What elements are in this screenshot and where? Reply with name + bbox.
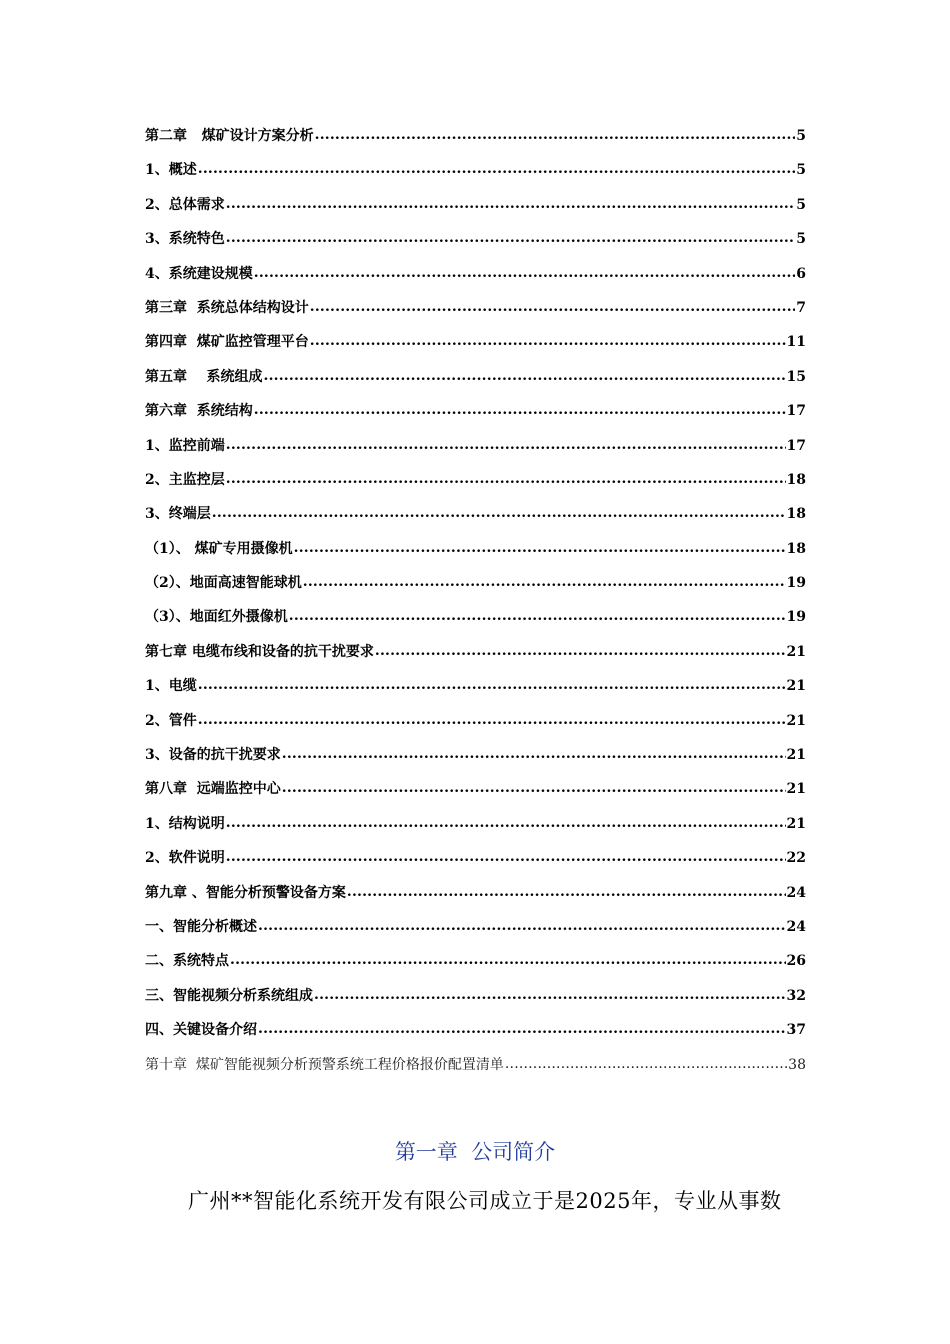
toc-entry-page: 21 <box>786 643 806 660</box>
toc-dot-leader <box>310 331 786 351</box>
toc-dot-leader <box>289 606 786 626</box>
toc-entry-title: 第三章 系统总体结构设计 <box>145 299 309 316</box>
toc-entry-title: （1）、 煤矿专用摄像机 <box>145 540 293 557</box>
toc-entry-page: 7 <box>796 299 806 316</box>
toc-entry-page: 11 <box>786 334 806 351</box>
toc-entry-page: 18 <box>786 506 806 523</box>
toc-entry[interactable] <box>145 367 806 401</box>
toc-entry-title: 4、系统建设规模 <box>145 265 253 282</box>
toc-entry[interactable] <box>145 745 806 779</box>
toc-entry[interactable] <box>145 573 806 607</box>
toc-dot-leader <box>282 778 786 798</box>
toc-entry[interactable] <box>145 951 806 985</box>
toc-dot-leader <box>230 950 786 970</box>
toc-entry-page: 21 <box>786 712 806 729</box>
toc-entry-page: 18 <box>786 540 806 557</box>
toc-entry[interactable] <box>145 504 806 538</box>
toc-dot-leader <box>310 297 796 317</box>
toc-entry-page: 37 <box>786 1022 806 1039</box>
toc-entry-title: 第十章 煤矿智能视频分析预警系统工程价格报价配置清单 <box>145 1056 504 1073</box>
toc-entry-title: 四、关键设备介绍 <box>145 1022 257 1039</box>
toc-entry-page: 15 <box>786 368 806 385</box>
toc-entry[interactable] <box>145 883 806 917</box>
toc-entry-title: 2、主监控层 <box>145 471 225 488</box>
toc-dot-leader <box>198 159 796 179</box>
toc-entry-title: 第四章 煤矿监控管理平台 <box>145 334 309 351</box>
toc-entry-title: 第七章 电缆布线和设备的抗干扰要求 <box>145 643 374 660</box>
toc-entry-title: 3、系统特色 <box>145 231 225 248</box>
toc-entry-page: 5 <box>796 231 806 248</box>
toc-entry[interactable] <box>145 436 806 470</box>
toc-entry[interactable] <box>145 1055 806 1089</box>
toc-entry-page: 19 <box>786 575 806 592</box>
toc-entry[interactable] <box>145 126 806 160</box>
toc-entry-title: 第九章 、智能分析预警设备方案 <box>145 884 346 901</box>
toc-entry-title: 1、概述 <box>145 162 197 179</box>
toc-entry-title: （2）、地面高速智能球机 <box>145 575 302 592</box>
toc-entry-page: 32 <box>786 987 806 1004</box>
toc-dot-leader <box>258 1019 786 1039</box>
toc-dot-leader <box>198 710 786 730</box>
toc-dot-leader <box>212 503 786 523</box>
toc-entry-page: 5 <box>796 196 806 213</box>
toc-entry-title: 一、智能分析概述 <box>145 918 257 935</box>
toc-dot-leader <box>254 400 786 420</box>
toc-entry-page: 22 <box>786 850 806 867</box>
toc-dot-leader <box>254 263 796 283</box>
toc-entry-page: 18 <box>786 471 806 488</box>
toc-entry-title: 2、总体需求 <box>145 196 225 213</box>
toc-entry[interactable] <box>145 917 806 951</box>
toc-entry[interactable] <box>145 642 806 676</box>
table-of-contents <box>145 126 806 1089</box>
toc-dot-leader <box>294 538 786 558</box>
toc-dot-leader <box>314 985 786 1005</box>
toc-entry[interactable] <box>145 264 806 298</box>
toc-entry-title: 1、监控前端 <box>145 437 225 454</box>
toc-dot-leader <box>315 125 796 145</box>
toc-dot-leader <box>226 813 786 833</box>
toc-entry-page: 17 <box>786 403 806 420</box>
toc-dot-leader <box>226 847 786 867</box>
toc-entry-title: 2、软件说明 <box>145 850 225 867</box>
chapter-heading: 第一章 公司简介 <box>394 1140 556 1164</box>
toc-entry[interactable] <box>145 1020 806 1054</box>
toc-entry-title: 第八章 远端监控中心 <box>145 781 281 798</box>
toc-dot-leader <box>347 882 786 902</box>
toc-entry-title: 3、终端层 <box>145 506 211 523</box>
toc-entry-title: （3）、地面红外摄像机 <box>145 609 288 626</box>
body-paragraph: 广州**智能化系统开发有限公司成立于是2025年，专业从事数 <box>188 1189 782 1213</box>
toc-entry-title: 二、系统特点 <box>145 953 229 970</box>
toc-entry-page: 21 <box>786 747 806 764</box>
toc-entry-page: 38 <box>788 1056 806 1073</box>
toc-dot-leader <box>226 194 796 214</box>
toc-entry-page: 24 <box>786 884 806 901</box>
toc-entry-page: 21 <box>786 678 806 695</box>
toc-entry-title: 1、结构说明 <box>145 815 225 832</box>
toc-entry-page: 5 <box>796 128 806 144</box>
toc-entry-page: 21 <box>786 781 806 798</box>
toc-entry-title: 三、智能视频分析系统组成 <box>145 987 313 1004</box>
toc-dot-leader <box>505 1054 787 1074</box>
toc-entry-page: 5 <box>796 162 806 179</box>
toc-entry[interactable] <box>145 607 806 641</box>
toc-dot-leader <box>282 744 786 764</box>
toc-entry[interactable] <box>145 470 806 504</box>
toc-entry[interactable] <box>145 711 806 745</box>
toc-dot-leader <box>264 366 786 386</box>
toc-entry-page: 26 <box>786 953 806 970</box>
toc-entry[interactable] <box>145 539 806 573</box>
toc-entry-page: 21 <box>786 815 806 832</box>
toc-entry[interactable] <box>145 229 806 263</box>
toc-dot-leader <box>226 435 786 455</box>
toc-entry-page: 19 <box>786 609 806 626</box>
toc-entry-title: 第六章 系统结构 <box>145 403 253 420</box>
toc-dot-leader <box>198 675 786 695</box>
toc-entry-page: 6 <box>796 265 806 282</box>
toc-entry[interactable] <box>145 332 806 366</box>
toc-entry[interactable] <box>145 401 806 435</box>
toc-entry[interactable] <box>145 676 806 710</box>
toc-entry-page: 24 <box>786 918 806 935</box>
toc-entry[interactable] <box>145 298 806 332</box>
toc-entry[interactable] <box>145 848 806 882</box>
toc-dot-leader <box>303 572 786 592</box>
toc-entry[interactable] <box>145 160 806 194</box>
toc-entry-title: 第五章 系统组成 <box>145 368 263 385</box>
toc-dot-leader <box>375 641 786 661</box>
toc-entry-title: 第二章 煤矿设计方案分析 <box>145 128 314 144</box>
toc-dot-leader <box>258 916 786 936</box>
toc-entry[interactable] <box>145 195 806 229</box>
toc-dot-leader <box>226 228 796 248</box>
toc-entry[interactable] <box>145 986 806 1020</box>
toc-entry[interactable] <box>145 779 806 813</box>
toc-entry-title: 1、电缆 <box>145 678 197 695</box>
toc-entry-page: 17 <box>786 437 806 454</box>
toc-entry-title: 2、管件 <box>145 712 197 729</box>
toc-entry-title: 3、设备的抗干扰要求 <box>145 747 281 764</box>
toc-entry[interactable] <box>145 814 806 848</box>
toc-dot-leader <box>226 469 786 489</box>
